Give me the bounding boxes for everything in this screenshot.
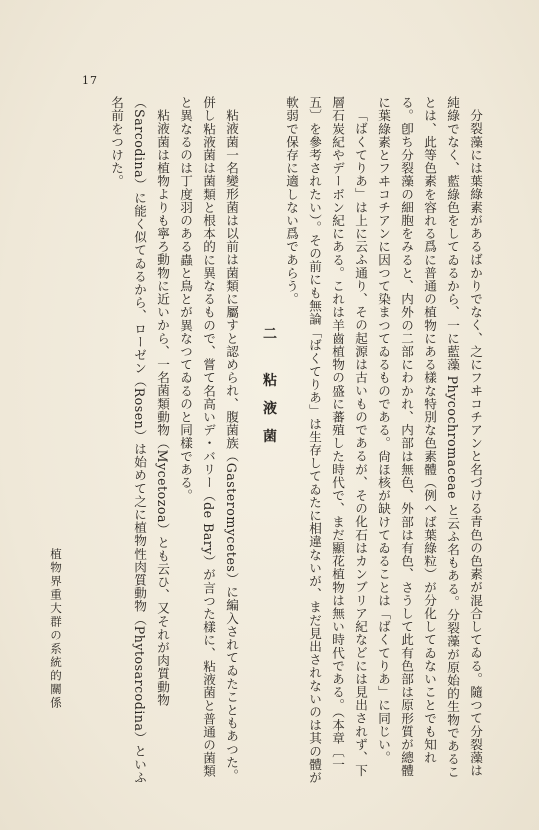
running-head: 植物界重大群の系統的關係 bbox=[49, 548, 63, 710]
paragraph-mycetozoa: 粘液菌は植物よりも寧ろ動物に近いから、一名菌類動物（Mycetozoa）とも云ひ、又それが肉質動物（Sarcodina）に能く似てゐるから、ローゼン（Rosen）は始めて之に植物性肉質動物（Phytosarcodina）といふ名前をつけた。 bbox=[109, 96, 170, 784]
paragraph-slime-molds: 粘液菌一名變形菌は以前は菌類に屬すと認められ、腹菌族（Gasteromycetes）に編入されてゐたこともあつた。併し粘液菌は菌類と根本的に異なるもので、嘗て名高いデ・バリー（de Bary）が言つた樣に、粘液菌と普通の菌類と異なるのは丁度羽のある蟲と鳥とが異なつてゐるのと同樣である。 bbox=[178, 96, 239, 782]
body-text bbox=[57, 96, 487, 786]
page-number: 17 bbox=[82, 74, 98, 87]
paragraph-cyanobacteria: 分裂藻には葉綠素があるばかりでなく、之にフヰコチアンと名づける青色の色素が混合してゐる。隨つて分裂藻は純綠でなく、藍綠色をしてゐるから、一に藍藻 Phycochromaceae と云ふ名もある。分裂藻が原始的生物であることは、此等色素を容れる爲に普通の植物にある樣な特別な色素體（例へば葉綠粒）が分化してゐないことでも知れる。卽ち分裂藻の細胞をみると、内外の二部にわかれ、内部は無色、外部は有色、さうして此有色部は原形質が總體に葉綠素とフヰコチアンに因つて染まつてゐるものである。尙ほ核が缺けてゐることは「ばくてりあ」に同じい。 bbox=[376, 96, 483, 779]
section-heading: 二 粘液菌 bbox=[261, 326, 277, 457]
paragraph-bacteria-fossils: 「ばくてりあ」は上に云ふ通り、その起源は古いものであるが、その化石はカンブリア紀などには見出されず、下層石炭紀やデーボン紀にある。これは羊齒植物の盛に蕃殖した時代で、まだ顯花植物は無い時代である。（本章〔一五〕を參考されたい）。その前にも無論「ばくてりあ」は生存してゐたに相違ないが、まだ見出されないのは其の體が軟弱で保存に適しない爲であらう。 bbox=[284, 96, 368, 784]
